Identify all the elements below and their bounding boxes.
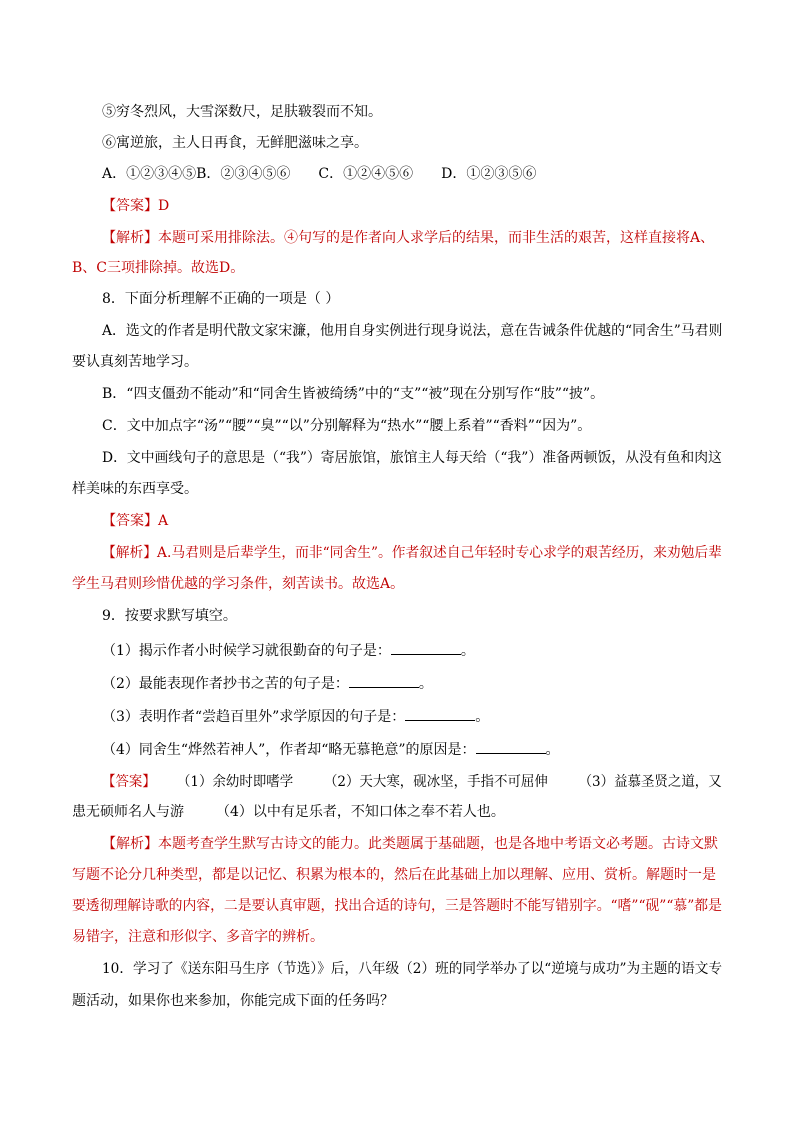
answer-tag: 【答案】	[102, 513, 158, 529]
analysis-text: 本题可采用排除法。④句写的是作者向人求学后的结果，而非生活的艰苦，这样直接将A、	[158, 230, 715, 246]
answer-tag: 【答案】	[102, 774, 156, 790]
q8-stem: 8．下面分析理解不正确的一项是（ ）	[102, 291, 340, 307]
fill-blank[interactable]	[349, 673, 419, 688]
q7-options: A．①②③④⑤B．②③④⑤⑥ C．①②④⑤⑥ D．①②③⑤⑥	[102, 166, 537, 182]
q8-analysis-line-2: 学生马君则珍惜优越的学习条件，刻苦读书。故选A。	[72, 576, 405, 592]
q8-option-d-line-1: D．文中画线句子的意思是（“我”）寄居旅馆，旅馆主人每天给（“我”）准备两顿饭，从没有鱼和肉这	[102, 450, 722, 466]
q7-answer	[102, 196, 169, 216]
answer-value: D	[158, 198, 170, 214]
q7-analysis-line-1	[102, 228, 714, 248]
q9-analysis-line-2: 写题不论分几种类型，都是以记忆、积累为根本的，然后在此基础上加以理解、应用、赏析。解题时一是	[72, 867, 716, 883]
q9-analysis-line-1	[102, 834, 718, 854]
q9-answer-3b: 患无硕师名人与游	[72, 804, 184, 820]
q9-analysis-line-4: 易错字，注意和形似字、多音字的辨析。	[72, 929, 324, 945]
q9-answer-4: （4）以中有足乐者，不知口体之奉不若人也。	[216, 804, 505, 820]
analysis-tag: 【解析】	[102, 836, 158, 852]
q9-answer-line-1	[102, 772, 722, 792]
analysis-text: A.马君则是后辈学生，而非“同舍生”。作者叙述自己年轻时专心求学的艰苦经历，来劝勉后辈	[157, 545, 722, 561]
q9-item-text: （2）最能表现作者抄书之苦的句子是：	[102, 676, 349, 692]
fill-blank[interactable]	[476, 739, 546, 754]
q9-analysis-line-3: 要透彻理解诗歌的内容，二是要认真审题，找出合适的诗句，三是答题时不能写错别字。“嗜”“砚”“慕”都是	[72, 898, 722, 914]
q9-item-end: 。	[460, 643, 475, 659]
q9-item-3	[102, 706, 489, 726]
quote-6: ⑥寓逆旅，主人日再食，无鲜肥滋味之享。	[102, 135, 368, 151]
q8-option-a-line-1: A．选文的作者是明代散文家宋濂，他用自身实例进行现身说法，意在告诫条件优越的“同舍生”马君则	[102, 323, 723, 339]
q9-item-end: 。	[418, 676, 433, 692]
analysis-tag: 【解析】	[102, 230, 158, 246]
q9-answer-3a: （3）益慕圣贤之道，又	[578, 774, 722, 790]
q8-option-b: B．“四支僵劲不能动”和“同舍生皆被绮绣”中的“支”“被”现在分别写作“肢”“披”。	[102, 386, 605, 402]
analysis-text: 本题考查学生默写古诗文的能力。此类题属于基础题，也是各地中考语文必考题。古诗文默	[158, 836, 718, 852]
q9-item-1	[102, 640, 475, 660]
answer-tag: 【答案】	[102, 198, 158, 214]
q9-answer-line-2	[72, 802, 505, 822]
analysis-tag: 【解析】	[102, 545, 158, 561]
q10-stem-line-2: 题活动，如果你也来参加，你能完成下面的任务吗？	[72, 993, 394, 1009]
answer-value: A	[158, 513, 169, 529]
q9-stem: 9．按要求默写填空。	[102, 608, 237, 624]
q9-item-text: （4）同舍生“烨然若神人”，作者却“略无慕艳意”的原因是：	[102, 742, 476, 758]
q9-item-2	[102, 673, 433, 693]
q10-stem-line-1: 10．学习了《送东阳马生序（节选）》后，八年级（2）班的同学举办了以“逆境与成功”为主题的语文专	[102, 961, 723, 977]
q9-item-text: （1）揭示作者小时候学习就很勤奋的句子是：	[102, 643, 391, 659]
fill-blank[interactable]	[391, 640, 461, 655]
q9-item-text: （3）表明作者“尝趋百里外”求学原因的句子是：	[102, 709, 406, 725]
fill-blank[interactable]	[405, 706, 475, 721]
q8-answer	[102, 511, 168, 531]
q9-item-end: 。	[545, 742, 560, 758]
q9-answer-2: （2）天大寒，砚冰坚，手指不可屈伸	[323, 774, 548, 790]
q8-analysis-line-1	[102, 543, 722, 563]
q9-item-4	[102, 739, 560, 759]
q9-answer-1: （1）余幼时即嗜学	[176, 774, 294, 790]
q8-option-d-line-2: 样美味的东西享受。	[72, 481, 198, 497]
q8-option-a-line-2: 要认真刻苦地学习。	[72, 354, 198, 370]
q9-item-end: 。	[475, 709, 490, 725]
q8-option-c: C．文中加点字“汤”“腰”“臭”“以”分别解释为“热水”“腰上系着”“香料”“因为”。	[102, 418, 592, 434]
quote-5: ⑤穷冬烈风，大雪深数尺，足肤皲裂而不知。	[102, 104, 382, 120]
q7-analysis-line-2: B、C三项排除掉。故选D。	[72, 260, 245, 276]
